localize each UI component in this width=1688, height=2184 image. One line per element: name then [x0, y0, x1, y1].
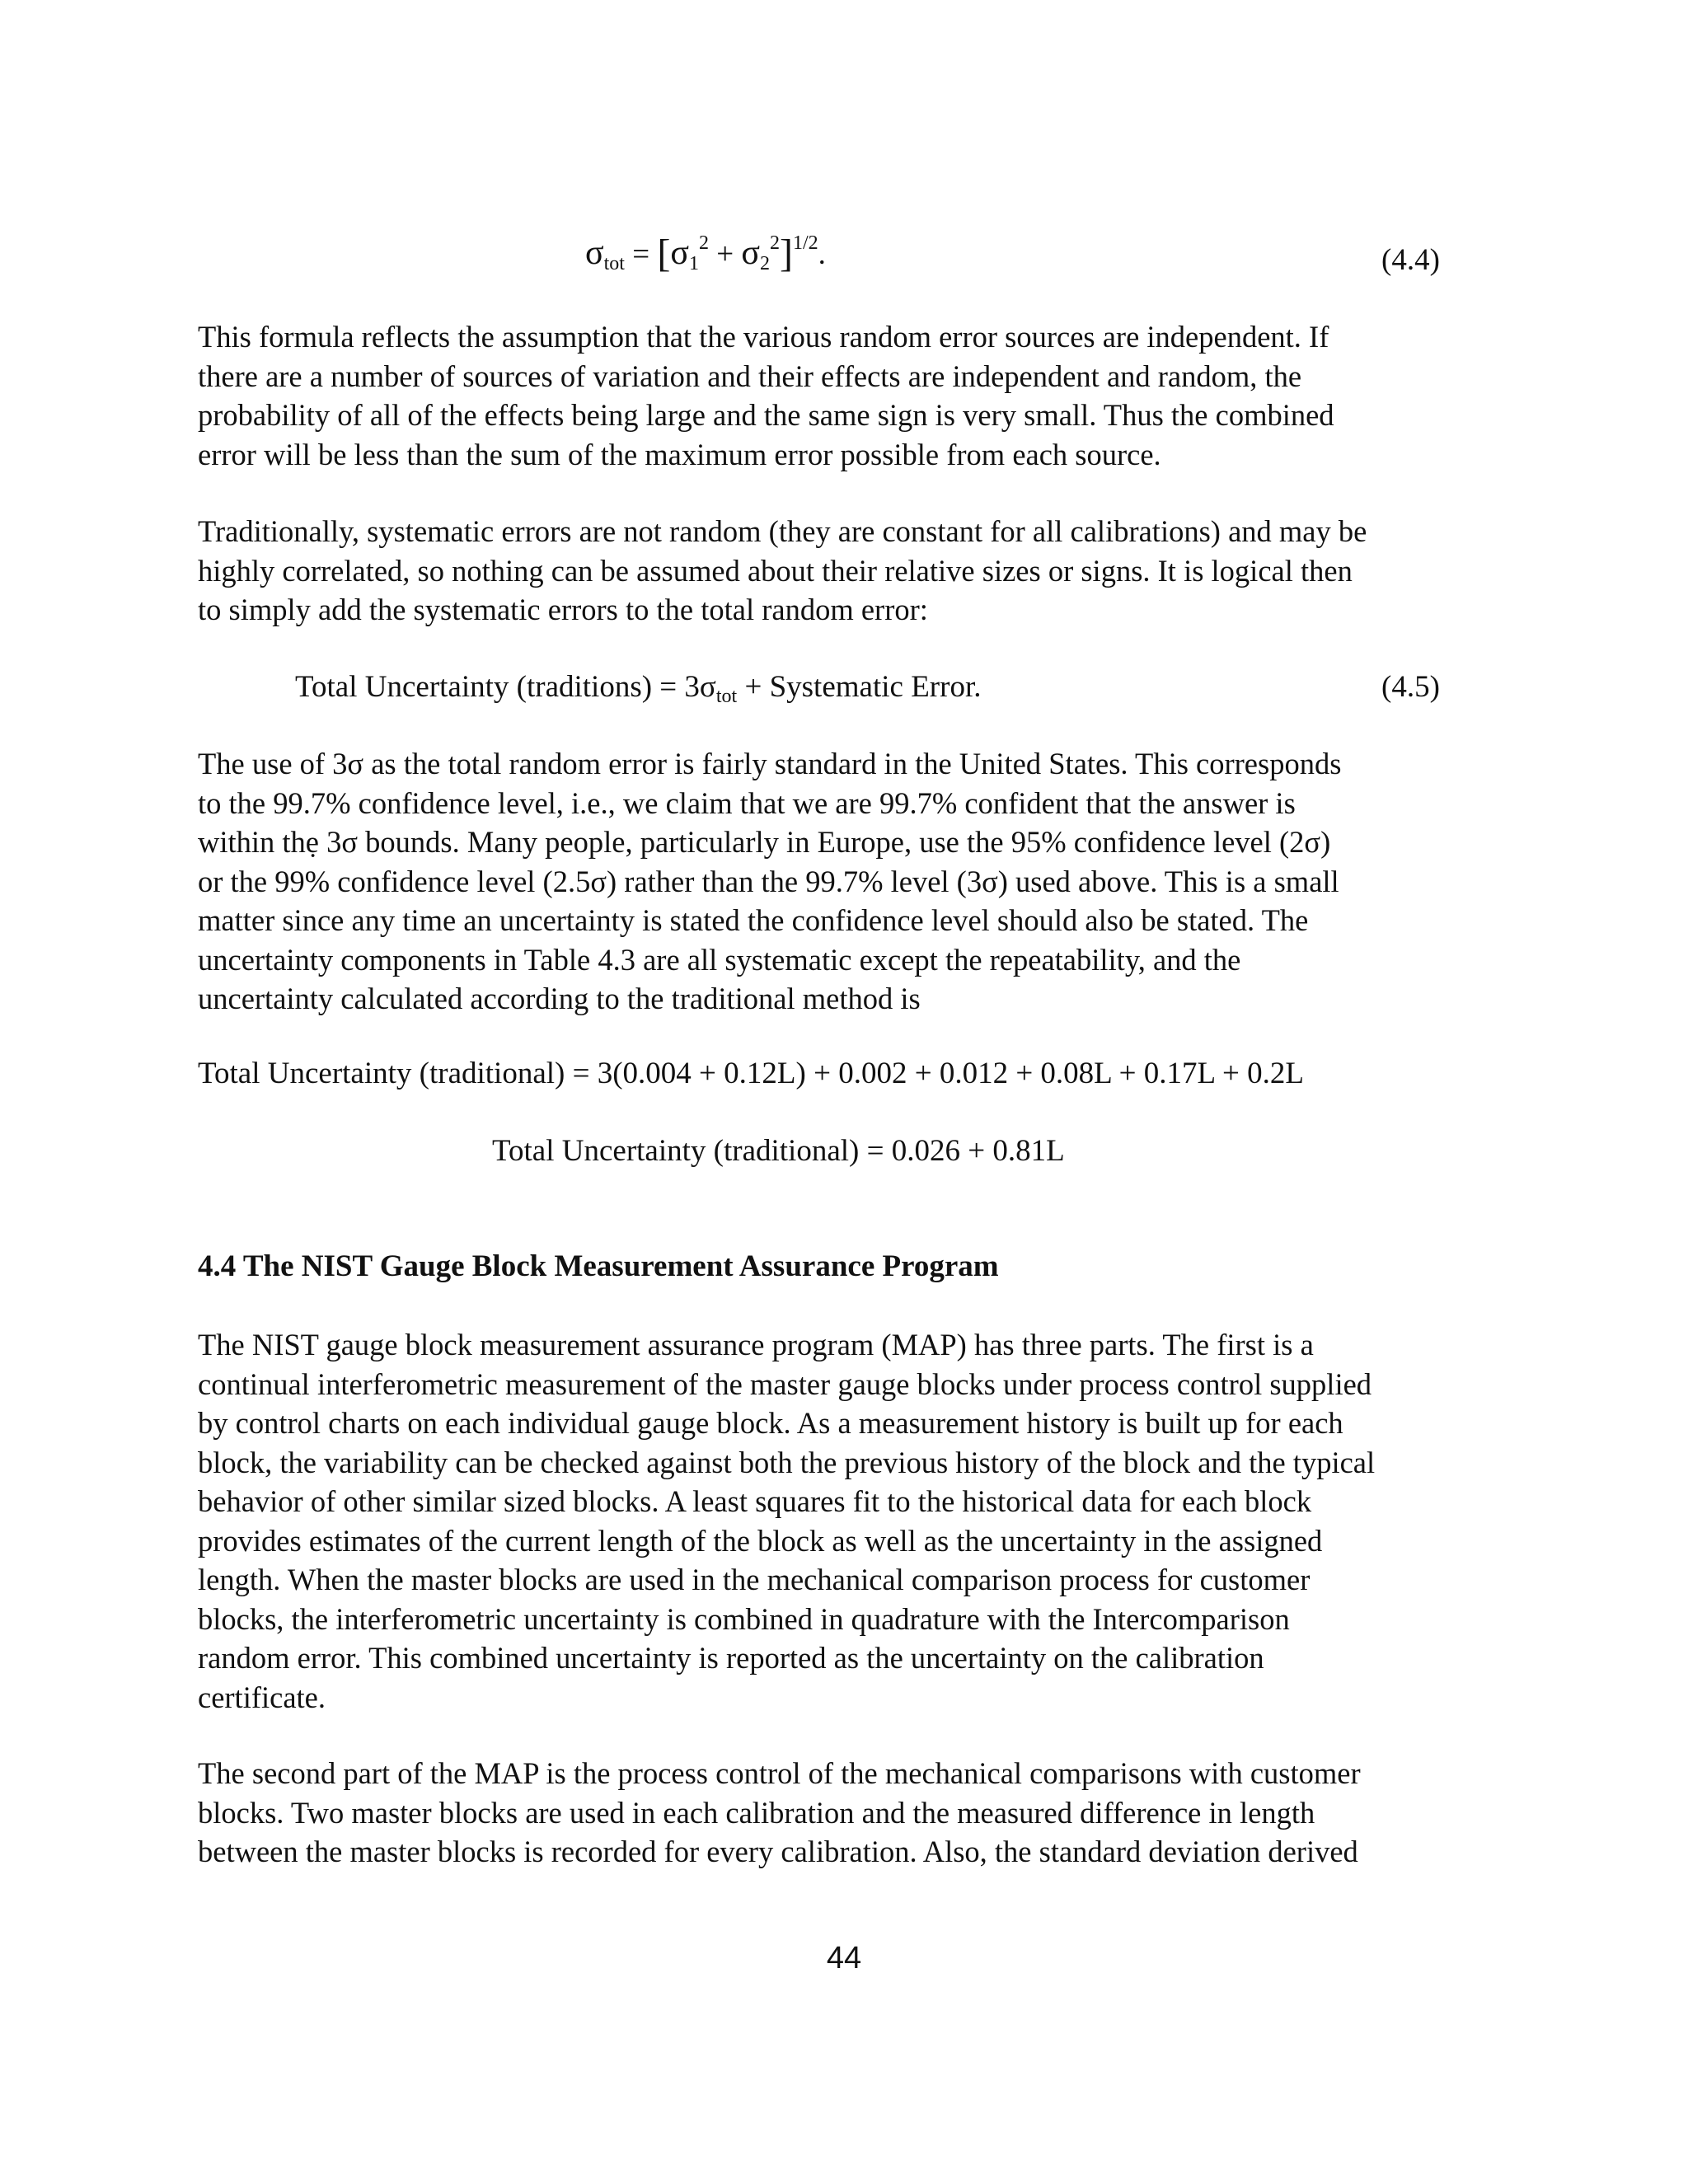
page-number: 44 — [826, 1941, 862, 1975]
text-line: block, the variability can be checked against both the previous history of the block and the typical — [198, 1445, 1376, 1479]
text-line: within thẹ 3σ bounds. Many people, particularly in Europe, use the 95% confidence level (2σ) — [198, 825, 1331, 859]
text-line: matter since any time an uncertainty is stated the confidence level should also be stated. The — [198, 903, 1309, 937]
equation-number-4-5: (4.5) — [1381, 670, 1440, 704]
text-line: by control charts on each individual gauge block. As a measurement history is built up for each — [198, 1406, 1343, 1440]
paragraph-2 — [198, 512, 1496, 630]
superscript-1: 2 — [698, 232, 709, 254]
text-line: behavior of other similar sized blocks. A least squares fit to the historical data for each block — [198, 1484, 1312, 1518]
paragraph-1 — [198, 317, 1496, 474]
text-line: between the master blocks is recorded for every calibration. Also, the standard deviation derived — [198, 1835, 1358, 1868]
text-line: to the 99.7% confidence level, i.e., we claim that we are 99.7% confident that the answer is — [198, 785, 1296, 820]
text-line: error will be less than the sum of the maximum error possible from each source. — [198, 437, 1161, 471]
sigma-2: σ — [741, 234, 760, 272]
equation-4-4 — [585, 231, 826, 276]
text-line: highly correlated, so nothing can be assumed about their relative sizes or signs. It is logical then — [198, 553, 1353, 588]
equation-4-5 — [295, 669, 981, 708]
text-line: probability of all of the effects being large and the same sign is very small. Thus the combined — [198, 398, 1334, 432]
section-heading: 4.4 The NIST Gauge Block Measurement Assurance Program — [198, 1249, 999, 1283]
text-line: provides estimates of the current length of the block as well as the uncertainty in the assigned — [198, 1523, 1323, 1558]
subscript-tot: tot — [715, 686, 738, 707]
text-line: uncertainty components in Table 4.3 are all systematic except the repeatability, and the — [198, 942, 1241, 977]
equation-4-5-suffix: + Systematic Error. — [737, 670, 982, 704]
text-line: The second part of the MAP is the process control of the mechanical comparisons with customer — [198, 1756, 1361, 1790]
text-line: blocks, the interferometric uncertainty is combined in quadrature with the Intercomparison — [198, 1601, 1290, 1636]
subscript-1: 1 — [688, 253, 699, 274]
text-line: The use of 3σ as the total random error is fairly standard in the United States. This corresponds — [198, 747, 1342, 780]
text-line: Traditionally, systematic errors are not random (they are constant for all calibrations) and may be — [198, 514, 1367, 548]
sigma-1: σ — [670, 234, 689, 272]
paragraph-4 — [198, 1325, 1496, 1717]
sigma-symbol: σ — [585, 234, 604, 272]
total-uncertainty-expression: Total Uncertainty (traditional) = 3(0.004 + 0.12L) + 0.002 + 0.012 + 0.08L + 0.17L + 0.2L — [198, 1057, 1304, 1090]
text-line: uncertainty calculated according to the traditional method is — [198, 982, 921, 1015]
paragraph-3 — [198, 744, 1496, 1019]
text-line: continual interferometric measurement of the master gauge blocks under process control supplied — [198, 1366, 1372, 1401]
power-half: 1/2 — [792, 232, 818, 254]
text-line: or the 99% confidence level (2.5σ) rather than the 99.7% level (3σ) used above. This is a small — [198, 864, 1339, 898]
open-bracket: [ — [657, 232, 671, 275]
close-bracket: ] — [780, 232, 793, 275]
equation-number-4-4: (4.4) — [1381, 243, 1440, 277]
text-line: This formula reflects the assumption that the various random error sources are independent. If — [198, 320, 1329, 354]
total-uncertainty-result: Total Uncertainty (traditional) = 0.026 + 0.81L — [492, 1134, 1065, 1168]
text-line: length. When the master blocks are used in the mechanical comparison process for customer — [198, 1563, 1311, 1596]
text-line: certificate. — [198, 1680, 326, 1714]
subscript-2: 2 — [760, 253, 770, 274]
equals-sign: = — [624, 237, 658, 271]
text-line: blocks. Two master blocks are used in each calibration and the measured difference in length — [198, 1795, 1315, 1830]
plus-sign: + — [708, 237, 742, 271]
text-line: there are a number of sources of variation and their effects are independent and random, the — [198, 359, 1302, 393]
text-line: The NIST gauge block measurement assurance program (MAP) has three parts. The first is a — [198, 1328, 1314, 1361]
equation-4-5-prefix: Total Uncertainty (traditions) = 3σ — [295, 670, 716, 704]
text-line: to simply add the systematic errors to the total random error: — [198, 593, 928, 626]
text-line: random error. This combined uncertainty is reported as the uncertainty on the calibration — [198, 1641, 1264, 1675]
subscript-tot: tot — [603, 253, 625, 274]
equation-period: . — [818, 237, 826, 271]
paragraph-5 — [198, 1754, 1496, 1872]
superscript-2: 2 — [770, 232, 780, 254]
